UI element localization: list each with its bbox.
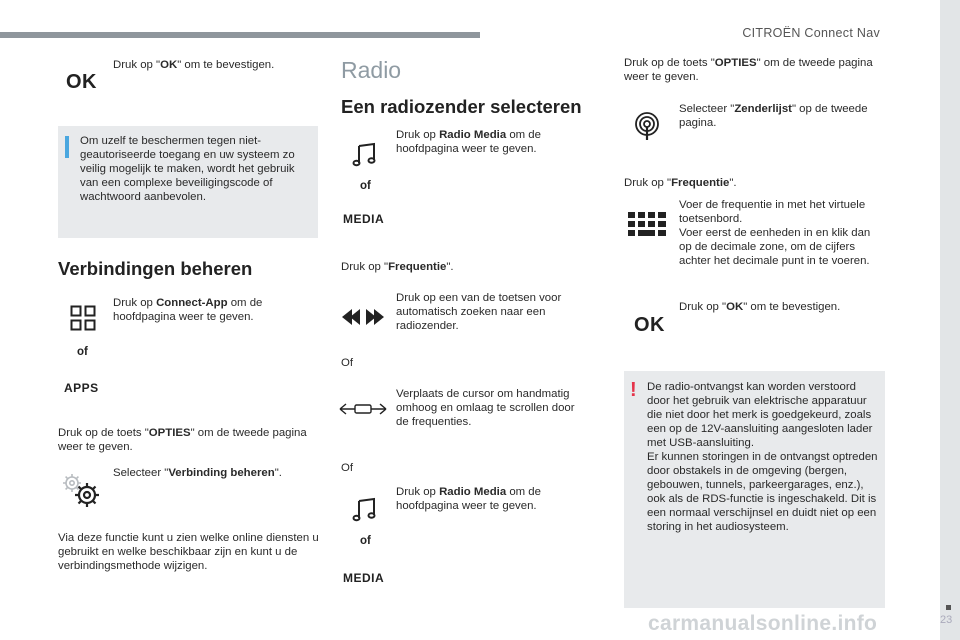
virtual-keyboard-icon [628,212,666,236]
music-note-icon [352,497,378,523]
connect-app-text: Druk op Connect-App om de hoofdpagina weer te geven. [113,297,263,323]
frequency-slider-icon [338,401,388,417]
page-number: 23 [940,614,953,626]
manage-connections-text: Selecteer "Verbinding beheren". [113,467,282,479]
footer-watermark: carmanualsonline.info [648,612,878,635]
frequency-text-1: Druk op "Frequentie". [341,261,454,273]
info-note [58,126,318,238]
warning-icon: ! [630,379,637,401]
media-button-label-1: MEDIA [343,212,385,226]
ok-confirm-text-2: Druk op "OK" om te bevestigen. [679,301,841,313]
warning-text: De radio-ontvangst kan worden verstoord door het gebruik van elektrische apparatuur die niet door het merk is goedgekeurd, zoals een op de 12V-aansluiting aangesloten lader met USB-aansluiting. Er kunnen storingen in de ontvangst optreden door obstakels in de omgeving (bergen, gebouwen, tunnels, parkeergarages, enz.), ook als de RDS-functie is ingeschakeld. Dit is een normaal verschijnsel en duidt niet op een storing in het audiosysteem. [647,381,878,533]
slider-text: Verplaats de cursor om handmatig omhoog en omlaag te scrollen door de frequenties. [396,388,575,428]
seek-text: Druk op een van de toetsen voor automatisch zoeken naar een radiozender. [396,292,562,332]
ok-icon: OK [634,314,665,336]
station-list-text: Selecteer "Zenderlijst" op de tweede pagina. [679,103,868,129]
connect-app-icon [70,305,96,331]
page-marker [946,605,951,610]
radio-media-text-2: Druk op Radio Media om de hoofdpagina weer te geven. [396,486,541,512]
radio-station-icon [632,111,662,141]
or-label: of [77,346,88,358]
options-text-2: Druk op de toets "OPTIES" om de tweede pagina weer te geven. [624,57,873,83]
header-title: CITROËN Connect Nav [742,26,880,40]
music-note-icon [352,142,378,168]
section-title-select-station: Een radiozender selecteren [341,96,582,117]
page-sidebar [940,0,960,640]
header-rule [0,32,480,38]
info-note-text: Om uzelf te beschermen tegen niet-geautoriseerde toegang en uw systeem zo veilig mogelijk te maken, wordt het gebruik van een complexe beveiligingscode of wachtwoord aanbevolen. [80,135,295,203]
or-label: of [360,180,371,192]
settings-gears-icon [61,472,101,508]
page-title-radio: Radio [341,57,402,83]
ok-confirm-text: Druk op "OK" om te bevestigen. [113,59,275,71]
options-text: Druk op de toets "OPTIES" om de tweede pagina weer te geven. [58,427,307,453]
section-title-connections: Verbindingen beheren [58,258,253,279]
media-button-label-2: MEDIA [343,571,385,585]
frequency-text-2: Druk op "Frequentie". [624,177,737,189]
apps-button-label: APPS [64,381,99,395]
or-label-2: Of [341,462,354,474]
keypad-text: Voer de frequentie in met het virtuele toetsenbord. Voer eerst de eenheden in en klik dan op de decimale zone, om de cijfers achter het decimale punt in te voeren. [679,199,871,267]
warning-note [624,371,885,608]
radio-media-text-1: Druk op Radio Media om de hoofdpagina weer te geven. [396,129,541,155]
function-text: Via deze functie kunt u zien welke online diensten u gebruikt en welke beschikbaar zijn en kunt u de verbindingsmethode wijzigen. [58,532,319,572]
or-label: of [360,535,371,547]
ok-icon: OK [66,71,97,93]
or-label-1: Of [341,357,354,369]
seek-arrows-icon [340,306,386,328]
info-icon [65,136,69,158]
